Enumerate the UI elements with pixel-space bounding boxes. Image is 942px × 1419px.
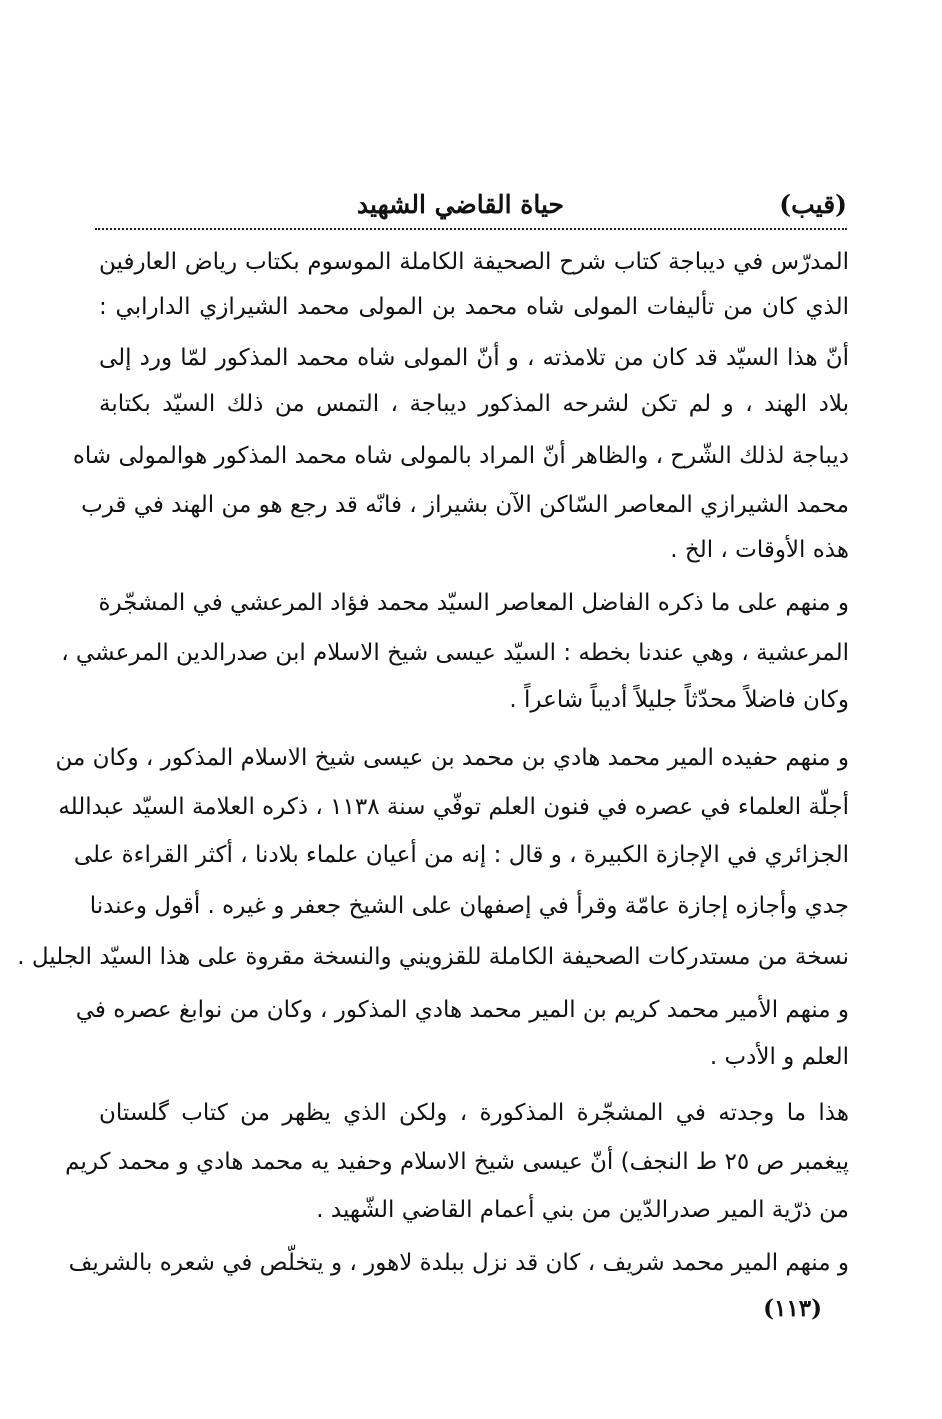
text-line: المدرّس في ديباجة كتاب شرح الصحيفة الكاملة الموسوم بكتاب رياض العارفين: [99, 249, 849, 275]
running-header: [95, 190, 847, 230]
text-line: أجلّة العلماء في عصره في فنون العلم توفّي سنة ١١٣٨ ، ذكره العلامة السيّد عبدالله: [58, 794, 849, 820]
text-line: وكان فاضلاً محدّثاً جليلاً أديباً شاعراً .: [509, 687, 849, 713]
text-line: و منهم الأمير محمد كريم بن المير محمد هادي المذكور ، وكان من نوابغ عصره في: [75, 997, 849, 1023]
text-line: بلاد الهند ، و لم تكن لشرحه المذكور ديباجة ، التمس من ذلك السيّد بكتابة: [99, 391, 849, 417]
page-number: (١١٣): [763, 1295, 822, 1322]
text-line: أنّ هذا السيّد قد كان من تلامذته ، و أنّ المولى شاه محمد المذكور لمّا ورد إلى: [99, 345, 849, 371]
text-line: هذا ما وجدته في المشجّرة المذكورة ، ولكن الذي يظهر من كتاب گلستان: [99, 1100, 849, 1126]
text-line: المرعشية ، وهي عندنا بخطه : السيّد عيسى شيخ الاسلام ابن صدرالدين المرعشي ،: [61, 640, 849, 666]
text-line: پيغمبر ص ٢٥ ط النجف) أنّ عيسى شيخ الاسلام وحفيد يه محمد هادي و محمد كريم: [65, 1149, 849, 1175]
text-line: الذي كان من تأليفات المولى شاه محمد بن المولى محمد الشيرازي الدارابي :: [99, 294, 849, 320]
text-line: الجزائري في الإجازة الكبيرة ، و قال : إنه من أعيان علماء بلادنا ، أكثر القراءة على: [73, 842, 849, 868]
text-line: جدي وأجازه إجازة عامّة وقرأ في إصفهان على الشيخ جعفر و غيره . أقول وعندنا: [89, 893, 849, 919]
text-line: من ذرّية المير صدرالدّين من بني أعمام القاضي الشّهيد .: [316, 1197, 849, 1223]
text-line: هذه الأوقات ، الخ .: [670, 537, 849, 563]
text-line: و منهم المير محمد شريف ، كان قد نزل ببلدة لاهور ، و يتخلّص في شعره بالشريف: [68, 1250, 849, 1276]
header-marker: (قيب): [779, 190, 847, 219]
text-line: ديباجة لذلك الشّرح ، والظاهر أنّ المراد بالمولى شاه محمد المذكور هوالمولى شاه: [72, 443, 849, 469]
text-line: العلم و الأدب .: [709, 1044, 849, 1070]
text-line: نسخة من مستدركات الصحيفة الكاملة للقزويني والنسخة مقروة على هذا السيّد الجليل .: [17, 944, 849, 970]
header-title: حياة القاضي الشهيد: [356, 190, 564, 219]
header-dotted-rule: [95, 228, 847, 230]
text-line: و منهم على ما ذكره الفاضل المعاصر السيّد محمد فؤاد المرعشي في المشجّرة: [98, 590, 849, 616]
text-line: محمد الشيرازي المعاصر السّاكن الآن بشيراز ، فانّه قد رجع هو من الهند في قرب: [81, 492, 849, 518]
text-line: و منهم حفيده المير محمد هادي بن محمد بن عيسى شيخ الاسلام المذكور ، وكان من: [55, 745, 849, 771]
